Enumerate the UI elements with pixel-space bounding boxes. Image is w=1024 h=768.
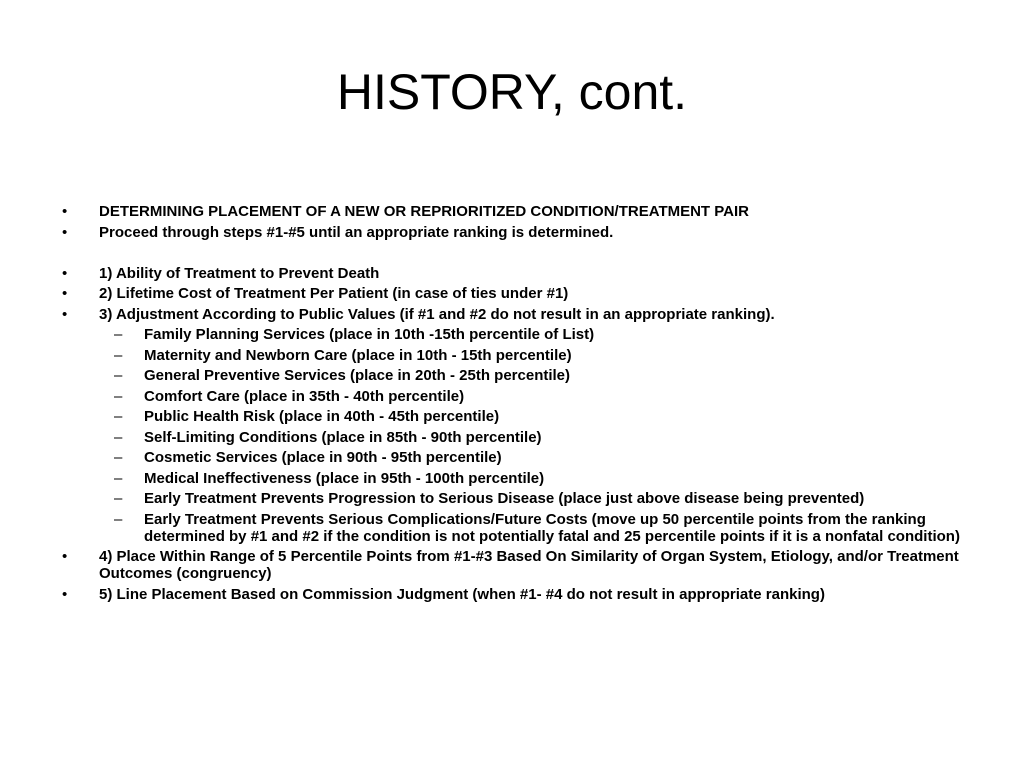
sub-item-text: Self-Limiting Conditions (place in 85th - 90th percentile) (144, 428, 542, 446)
sub-item-text: Public Health Risk (place in 40th - 45th percentile) (144, 408, 500, 425)
slide-title: HISTORY, cont. (336, 64, 688, 120)
dash-marker: – (114, 387, 123, 405)
bullet-marker: • (62, 203, 68, 220)
bullet-marker: • (62, 305, 68, 323)
sub-item (62, 511, 962, 545)
bullet-text: 2) Lifetime Cost of Treatment Per Patient (in case of ties under #1) (99, 285, 569, 302)
bullet-item (62, 548, 962, 582)
sub-item-text: Medical Ineffectiveness (place in 95th - 100th percentile) (144, 469, 545, 487)
bullet-text: 3) Adjustment According to Public Values (if #1 and #2 do not result in an appropriate ranking). (99, 305, 775, 323)
sub-item-text: Cosmetic Services (place in 90th - 95th percentile) (144, 449, 502, 466)
dash-marker: – (114, 408, 123, 425)
sub-item-text: Comfort Care (place in 35th - 40th percentile) (144, 387, 465, 405)
dash-marker: – (114, 326, 123, 343)
sub-item-text: General Preventive Services (place in 20th - 25th percentile) (144, 367, 571, 384)
bullet-marker: • (62, 264, 68, 282)
sub-item (62, 470, 962, 487)
bullet-marker: • (62, 585, 68, 603)
bullet-item (62, 306, 962, 323)
sub-item (62, 490, 962, 507)
dash-marker: – (114, 367, 123, 384)
bullet-marker: • (62, 223, 68, 241)
dash-marker: – (114, 510, 123, 528)
sub-item-text: Family Planning Services (place in 10th -15th percentile of List) (144, 326, 595, 343)
sub-item (62, 388, 962, 405)
sub-item (62, 429, 962, 446)
bullet-marker: • (62, 548, 68, 565)
sub-item (62, 449, 962, 466)
sub-item-text: Maternity and Newborn Care (place in 10th - 15th percentile) (144, 346, 572, 364)
sub-item (62, 326, 962, 343)
dash-marker: – (114, 469, 123, 487)
bullet-text: 1) Ability of Treatment to Prevent Death (99, 264, 380, 282)
bullet-text: DETERMINING PLACEMENT OF A NEW OR REPRIORITIZED CONDITION/TREATMENT PAIR (99, 203, 749, 220)
sub-item (62, 367, 962, 384)
sub-item (62, 347, 962, 364)
bullet-text: 4) Place Within Range of 5 Percentile Points from #1-#3 Based On Similarity of Organ System, Etiology, and/or Treatment Outcomes (congruency) (99, 548, 959, 582)
bullet-item (62, 224, 962, 241)
dash-marker: – (114, 490, 123, 507)
bullet-item (62, 265, 962, 282)
spacer (62, 244, 962, 261)
bullet-item (62, 203, 962, 220)
sub-item-text: Early Treatment Prevents Progression to Serious Disease (place just above disease being prevented) (144, 490, 865, 507)
dash-marker: – (114, 346, 123, 364)
bullet-item (62, 285, 962, 302)
sub-item-text: Early Treatment Prevents Serious Complications/Future Costs (move up 50 percentile points from the ranking determined by #1 and #2 if the condition is not potentially fatal and 25 percentile points if it is a nonfatal condition) (144, 510, 960, 545)
bullet-text: Proceed through steps #1-#5 until an appropriate ranking is determined. (99, 223, 614, 241)
dash-marker: – (114, 449, 123, 466)
bullet-text: 5) Line Placement Based on Commission Judgment (when #1- #4 do not result in appropriate ranking) (99, 585, 825, 603)
dash-marker: – (114, 428, 123, 446)
bullet-marker: • (62, 285, 68, 302)
sub-item (62, 408, 962, 425)
bullet-list (62, 203, 962, 606)
bullet-item (62, 586, 962, 603)
